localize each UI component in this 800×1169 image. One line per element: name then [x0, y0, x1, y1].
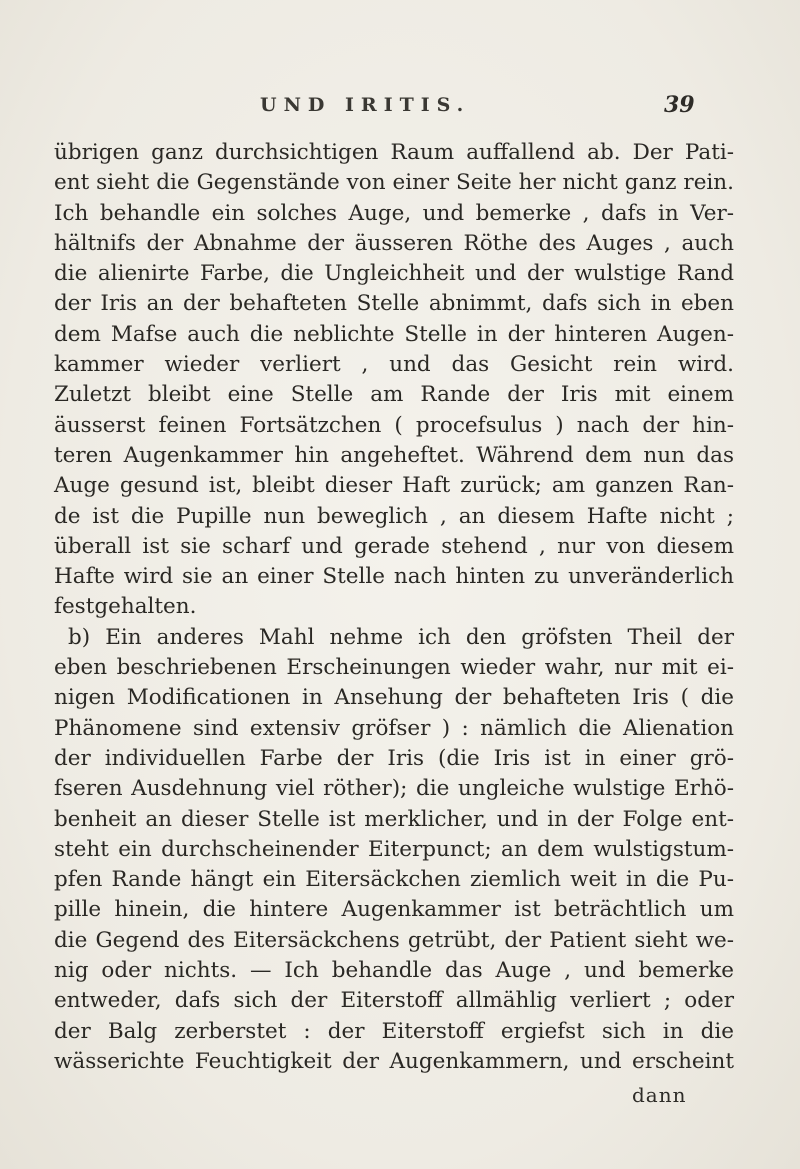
running-title: UND IRITIS.	[260, 94, 471, 116]
text-line: pille hinein, die hintere Augenkammer ist beträchtlich um	[54, 897, 734, 923]
text-line: Phänomene sind extensiv gröfser ) : nämlich die Alienation	[54, 715, 734, 741]
catchword: dann	[632, 1083, 687, 1107]
text-line: festgehalten.	[54, 594, 197, 620]
text-line: der individuellen Farbe der Iris (die Iris ist in einer grö-	[54, 745, 734, 771]
text-line: de ist die Pupille nun beweglich , an diesem Hafte nicht ;	[54, 503, 734, 529]
text-line: die Gegend des Eitersäckchens getrübt, der Patient sieht we-	[54, 927, 734, 953]
text-line: äusserst feinen Fortsätzchen ( procefsulus ) nach der hin-	[54, 412, 734, 438]
text-line: wässerichte Feuchtigkeit der Augenkammern, und erscheint	[54, 1048, 734, 1074]
page-header	[0, 86, 800, 120]
text-line: fseren Ausdehnung viel röther); die ungleiche wulstige Erhö-	[54, 776, 734, 802]
text-line: überall ist sie scharf und gerade stehend , nur von diesem	[54, 533, 734, 559]
text-line: übrigen ganz durchsichtigen Raum auffallend ab. Der Pati-	[54, 140, 734, 165]
text-line: eben beschriebenen Erscheinungen wieder wahr, nur mit ei-	[54, 655, 734, 681]
text-line: ent sieht die Gegenstände von einer Seite her nicht ganz rein.	[54, 170, 734, 196]
text-line: der Iris an der behafteten Stelle abnimmt, dafs sich in eben	[54, 291, 734, 317]
text-line: nig oder nichts. — Ich behandle das Auge , und bemerke	[54, 958, 734, 984]
text-line: pfen Rande hängt ein Eitersäckchen ziemlich weit in die Pu-	[54, 867, 734, 893]
text-line: kammer wieder verliert , und das Gesicht rein wird.	[54, 352, 734, 378]
text-line: benheit an dieser Stelle ist merklicher, und in der Folge ent-	[54, 806, 734, 832]
text-line: Hafte wird sie an einer Stelle nach hinten zu unveränderlich	[54, 564, 734, 590]
text-line: dem Mafse auch die neblichte Stelle in der hinteren Augen-	[54, 321, 734, 347]
text-line: der Balg zerberstet : der Eiterstoff ergiefst sich in die	[54, 1018, 734, 1044]
text-line: nigen Modificationen in Ansehung der behafteten Iris ( die	[54, 685, 734, 711]
text-line: hältnifs der Abnahme der äusseren Röthe des Auges , auch	[54, 230, 734, 256]
text-line: Auge gesund ist, bleibt dieser Haft zurück; am ganzen Ran-	[54, 473, 734, 499]
text-line: entweder, dafs sich der Eiterstoff allmählig verliert ; oder	[54, 988, 734, 1014]
text-line: teren Augenkammer hin angeheftet. Während dem nun das	[54, 442, 734, 468]
page-number: 39	[664, 92, 695, 118]
text-line: steht ein durchscheinender Eiterpunct; an dem wulstigstum-	[54, 836, 734, 862]
text-line: Zuletzt bleibt eine Stelle am Rande der Iris mit einem	[54, 382, 734, 408]
text-line: Ich behandle ein solches Auge, und bemerke , dafs in Ver-	[54, 200, 734, 226]
text-line: die alienirte Farbe, die Ungleichheit und der wulstige Rand	[54, 261, 734, 287]
text-line: b) Ein anderes Mahl nehme ich den gröfsten Theil der	[68, 624, 734, 650]
body-text	[54, 138, 734, 1077]
